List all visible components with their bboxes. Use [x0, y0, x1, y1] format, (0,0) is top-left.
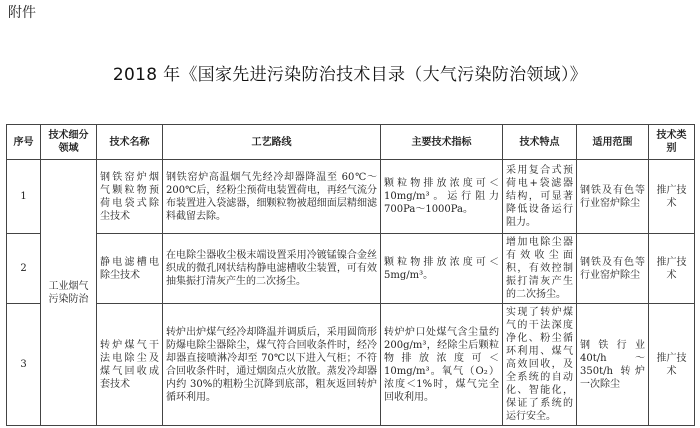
cell-features: 实现了转炉煤气的干法深度净化、粉尘循环利用、煤气高效回收，及全系统的自动化、智能化，保证了系统的运行安全。	[503, 304, 577, 426]
table-row	[7, 160, 695, 234]
cell-seq: 1	[7, 160, 41, 234]
cell-indicators: 颗粒物排放浓度可＜5mg/m³。	[381, 234, 503, 304]
cell-scope: 钢铁及有色等行业窑炉除尘	[577, 234, 649, 304]
cell-seq: 2	[7, 234, 41, 304]
cell-process: 钢铁窑炉高温烟气先经冷却器降温至 60℃～200℃后，经粉尘预荷电装置荷电，再经气流分布装置进入袋滤器，细颗粒物被超细面层精细滤料截留去除。	[163, 160, 381, 234]
document-title: 2018 年《国家先进污染防治技术目录（大气污染防治领域）》	[112, 65, 588, 85]
header-indicators: 主要技术指标	[381, 125, 503, 160]
header-features: 技术特点	[503, 125, 577, 160]
cell-indicators: 转炉炉口处煤气含尘量约 200g/m³，经除尘后颗粒物排放浓度可＜10mg/m³。氧气（O₂）浓度＜1%时，煤气完全回收利用。	[381, 304, 503, 426]
header-tech-name: 技术名称	[97, 125, 163, 160]
cell-process: 在电除尘器收尘极末端设置采用冷镀锰镍合金丝织成的微孔网状结构静电滤槽收尘装置，可有效抽集振打清灰产生的二次扬尘。	[163, 234, 381, 304]
header-scope: 适用范围	[577, 125, 649, 160]
cell-tech-name: 静电滤槽电除尘技术	[97, 234, 163, 304]
technology-catalog-table	[6, 124, 695, 426]
cell-seq: 3	[7, 304, 41, 426]
attachment-label: 附件	[8, 5, 36, 21]
table-header-row	[7, 125, 695, 160]
cell-process: 转炉出炉煤气经冷却降温并调质后，采用圆筒形防爆电除尘器除尘，煤气符合回收条件时，经冷却器直接喷淋冷却至 70℃以下进入气柜；不符合回收条件时，通过烟囱点火放散。蒸发冷却器内约 30%的粗粉尘沉降到底部，粗灰返回转炉循环利用。	[163, 304, 381, 426]
table-row	[7, 304, 695, 426]
cell-tech-name: 转炉煤气干法电除尘及煤气回收成套技术	[97, 304, 163, 426]
cell-tech-name: 钢铁窑炉烟气颗粒物预荷电袋式除尘技术	[97, 160, 163, 234]
cell-category: 推广技术	[649, 304, 695, 426]
cell-indicators: 颗粒物排放浓度可＜10mg/m³。运行阻力700Pa～1000Pa。	[381, 160, 503, 234]
header-process: 工艺路线	[163, 125, 381, 160]
header-category: 技术类别	[649, 125, 695, 160]
cell-scope: 钢铁行业40t/h～350t/h 转炉一次除尘	[577, 304, 649, 426]
header-seq: 序号	[7, 125, 41, 160]
cell-features: 增加电除尘器有效收尘面积，有效控制振打清灰产生的二次扬尘。	[503, 234, 577, 304]
cell-subfield: 工业烟气污染防治	[41, 160, 97, 426]
cell-category: 推广技术	[649, 234, 695, 304]
header-subfield: 技术细分领域	[41, 125, 97, 160]
cell-category: 推广技术	[649, 160, 695, 234]
table-row	[7, 234, 695, 304]
cell-scope: 钢铁及有色等行业窑炉除尘	[577, 160, 649, 234]
cell-features: 采用复合式预荷电+袋滤器结构，可显著降低设备运行阻力。	[503, 160, 577, 234]
